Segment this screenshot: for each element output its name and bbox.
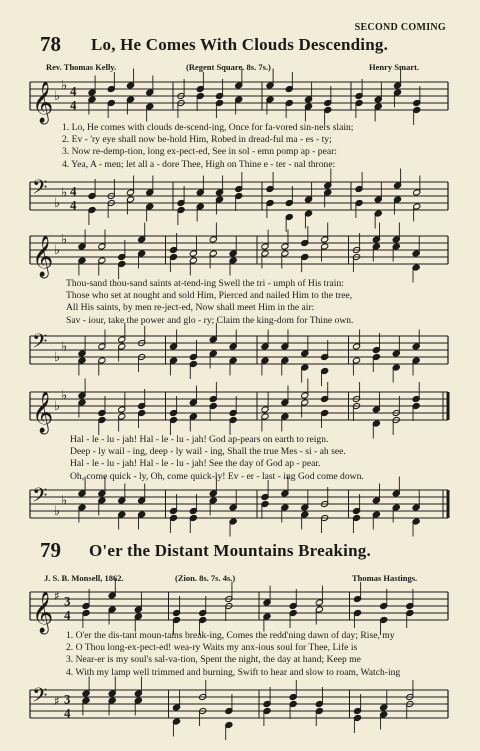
flat-icon: ♭ bbox=[61, 232, 68, 248]
hymn-composer: Thomas Hastings. bbox=[352, 573, 418, 583]
time-signature-bottom: 4 bbox=[64, 607, 71, 623]
treble-staff bbox=[30, 388, 450, 433]
hymn-tune: (Regent Square. 8s. 7s.) bbox=[186, 62, 271, 72]
treble-clef-icon: 𝄞 bbox=[32, 592, 54, 633]
bass-staff bbox=[30, 175, 450, 220]
time-signature-top: 4 bbox=[70, 183, 77, 199]
lyric-line: Sav - iour, take the power and glo - ry; Claim the king-dom for Thine own. bbox=[66, 314, 354, 326]
flat-icon: ♭ bbox=[54, 89, 61, 104]
treble-clef-icon: 𝄞 bbox=[32, 392, 54, 433]
lyric-line: 2. O Thou long-ex-pect-ed! wea-ry Waits my anx-ious soul for Thee, Life is bbox=[66, 642, 358, 654]
flat-icon: ♭ bbox=[61, 339, 68, 355]
flat-icon: ♭ bbox=[61, 388, 68, 404]
time-signature-bottom: 4 bbox=[70, 197, 77, 213]
lyric-line: 2. Ev - 'ry eye shall now be-hold Him, Robed in dread-ful ma - es - ty; bbox=[62, 134, 332, 146]
lyric-line: 1. Lo, He comes with clouds de-scend-ing, Once for fa-vored sin-ners slain; bbox=[62, 122, 354, 133]
lyric-line: 1. O'er the dis-tant moun-tains break-ing, Comes the redd'ning dawn of day; Rise, my bbox=[66, 630, 395, 641]
sharp-icon: ♯ bbox=[54, 694, 60, 709]
bass-staff bbox=[30, 483, 450, 528]
lyric-line: All His saints, by men re-ject-ed, Now shall meet Him in the air: bbox=[66, 302, 315, 314]
time-signature-top: 3 bbox=[64, 691, 71, 707]
time-signature-bottom: 4 bbox=[70, 97, 77, 113]
bass-clef-icon: 𝄢 bbox=[32, 329, 48, 358]
sharp-icon: ♯ bbox=[54, 589, 60, 604]
treble-staff bbox=[30, 588, 450, 633]
bass-clef-icon: 𝄢 bbox=[32, 175, 48, 204]
bass-staff bbox=[30, 683, 450, 728]
verse-block bbox=[66, 278, 353, 327]
flat-icon: ♭ bbox=[61, 78, 68, 94]
treble-staff bbox=[30, 78, 450, 123]
lyric-line: Hal - le - lu - jah! Hal - le - lu - jah! God ap-pears on earth to reign. bbox=[70, 434, 329, 445]
lyric-line: Oh, come quick - ly, Oh, come quick-ly! Ev - er - last - ing God come down. bbox=[70, 470, 364, 482]
flat-icon: ♭ bbox=[54, 399, 61, 414]
lyric-line: Hal - le - lu - jah! Hal - le - lu - jah! See the day of God ap - pear. bbox=[70, 458, 321, 470]
treble-clef-icon: 𝄞 bbox=[32, 236, 54, 277]
time-signature-top: 3 bbox=[64, 593, 71, 609]
flat-icon: ♭ bbox=[61, 185, 68, 201]
treble-staff bbox=[30, 232, 450, 277]
time-signature-top: 4 bbox=[70, 83, 77, 99]
lyric-line: Deep - ly wail - ing, deep - ly wail - ing, Shall the true Mes - si - ah see. bbox=[70, 446, 346, 458]
hymn-title: O'er the Distant Mountains Breaking. bbox=[89, 541, 371, 560]
hymn-composer: Henry Smart. bbox=[369, 62, 420, 72]
lyric-line: Those who set at nought and sold Him, Pierced and nailed Him to the tree, bbox=[66, 290, 353, 302]
hymn-number: 79 bbox=[40, 538, 61, 562]
treble-clef-icon: 𝄞 bbox=[32, 82, 54, 123]
verse-block bbox=[62, 122, 353, 171]
verse-block bbox=[70, 434, 364, 483]
bass-staff bbox=[30, 329, 450, 374]
lyric-line: 3. Near-er is my soul's sal-va-tion, Spent the night, the day at hand; Keep me bbox=[66, 654, 361, 666]
hymn-number: 78 bbox=[40, 32, 61, 56]
flat-icon: ♭ bbox=[54, 504, 61, 519]
bass-clef-icon: 𝄢 bbox=[32, 683, 48, 712]
lyric-line: 4. With my lamp well trimmed and burning, Swift to hear and slow to roam, Watch-ing bbox=[66, 666, 401, 678]
hymn-author: Rev. Thomas Kelly. bbox=[46, 62, 117, 72]
lyric-line: 3. Now re-demp-tion, long ex-pect-ed, See in sol - emn pomp ap - pear: bbox=[62, 146, 337, 158]
lyric-line: Thou-sand thou-sand saints at-tend-ing Swell the tri - umph of His train: bbox=[66, 278, 344, 289]
bass-clef-icon: 𝄢 bbox=[32, 483, 48, 512]
flat-icon: ♭ bbox=[54, 196, 61, 211]
hymn-title: Lo, He Comes With Clouds Descending. bbox=[91, 35, 389, 54]
flat-icon: ♭ bbox=[61, 493, 68, 509]
verse-block bbox=[66, 630, 400, 679]
hymn-author: J. S. B. Monsell, 1862. bbox=[44, 573, 124, 583]
flat-icon: ♭ bbox=[54, 243, 61, 258]
section-heading: SECOND COMING bbox=[354, 22, 446, 33]
time-signature-bottom: 4 bbox=[64, 705, 71, 721]
hymn-tune: (Zion. 8s. 7s. 4s.) bbox=[175, 573, 236, 583]
lyric-line: 4. Yea, A - men; let all a - dore Thee, High on Thine e - ter - nal throne: bbox=[62, 158, 336, 170]
flat-icon: ♭ bbox=[54, 350, 61, 365]
